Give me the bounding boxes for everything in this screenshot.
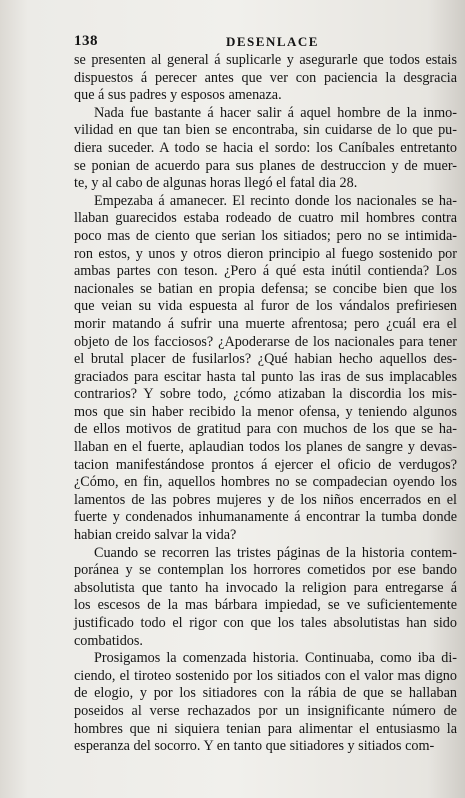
- text-line: hombres que ni siquiera tenian para alimentar el entusiasmo la: [74, 720, 457, 737]
- text-line: nacionales se batian en propia defensa; se concibe bien que los: [74, 280, 457, 297]
- text-line: ciendo, el tiroteo sostenido por los sitiados con el valor mas digno: [74, 667, 457, 684]
- text-line: diera suceder. A todo se hacia el sordo: los Caníbales entretanto: [74, 139, 457, 156]
- paragraph: [74, 52, 457, 105]
- text-line: Empezaba á amanecer. El recinto donde los nacionales se ha-: [94, 192, 457, 209]
- text-line: el brutal placer de fusilarlos? ¿Qué habian hecho aquellos des-: [74, 351, 457, 368]
- text-line: objeto de los facciosos? ¿Apoderarse de los nacionales para tener: [74, 333, 457, 350]
- page-number: 138: [74, 33, 98, 49]
- text-line: graciados para escitar hasta tal punto las iras de sus implacables: [74, 368, 457, 385]
- text-line: que veian su vida espuesta al furor de los vándalos prefiriesen: [74, 298, 457, 315]
- running-title: DESENLACE: [226, 34, 319, 49]
- text-line: Nada fue bastante á hacer salir á aquel hombre de la inmo-: [94, 104, 457, 121]
- text-line: que á sus padres y esposos amenaza.: [74, 87, 282, 104]
- text-line: Prosigamos la comenzada historia. Continuaba, como iba di-: [94, 650, 457, 667]
- text-line: Cuando se recorren las tristes páginas de la historia contem-: [94, 544, 457, 561]
- text-line: esperanza del socorro. Y en tanto que sitiadores y sitiados com-: [74, 738, 435, 755]
- paragraph: [74, 545, 457, 651]
- text-line: ambas partes con teson. ¿Pero á qué esta inútil contienda? Los: [74, 263, 457, 280]
- text-line: llaban en el fuerte, aplaudian todos los planes de sangre y devas-: [74, 439, 457, 456]
- page-header: [0, 33, 465, 53]
- text-line: de ellos motivos de gratitud para con muchos de los que se ha-: [74, 421, 457, 438]
- text-line: contrarios? Y sobre todo, ¿cómo atizaban la discordia los mis-: [74, 386, 457, 403]
- paragraph: [74, 650, 457, 756]
- text-line: fuerte y condenados inhumanamente á encontrar la tumba donde: [74, 509, 457, 526]
- text-line: se presenten al general á suplicarle y asegurarle que todos estais: [74, 52, 457, 68]
- paragraph: [74, 105, 457, 193]
- text-line: ron estos, y unos y otros dieron principio al fuego sostenido por: [74, 245, 457, 262]
- text-line: mos que sin haber recibido la menor ofensa, y teniendo algunos: [74, 403, 457, 420]
- text-line: tacion manifestándose prontos á ejercer el oficio de verdugos?: [74, 456, 457, 473]
- body-text: [74, 52, 457, 756]
- text-line: te, y al cabo de algunas horas llegó el fatal dia 28.: [74, 175, 358, 192]
- text-line: habian creido salvar la vida?: [74, 527, 237, 544]
- text-line: llaban guarecidos estaba rodeado de cuatro mil hombres contra: [74, 210, 457, 227]
- text-line: lamentos de las pobres mujeres y de los niños encerrados en el: [74, 491, 457, 508]
- text-line: dispuestos á perecer antes que ver con paciencia la desgracia: [74, 69, 457, 86]
- paragraph: [74, 193, 457, 545]
- text-line: absolutista que tanto ha invocado la religion para entregarse á: [74, 579, 457, 596]
- text-line: se ponian de acuerdo para sus planes de destruccion y de muer-: [74, 157, 457, 174]
- text-line: vilidad en que tan bien se encontraba, sin cuidarse de lo que pu-: [74, 122, 457, 139]
- text-line: poseidos al verse rechazados por un insignificante número de: [74, 702, 457, 719]
- text-line: justificado todo el rigor con que los tales absolutistas han sido: [74, 615, 457, 631]
- text-line: de elogio, y por los sitiadores con la rábia de que se hallaban: [74, 685, 457, 702]
- text-line: poránea y se contemplan los horrores cometidos por ese bando: [74, 562, 457, 579]
- text-line: los escesos de la mas bárbara impiedad, se ve suficientemente: [74, 597, 457, 614]
- text-line: morir matando á sufrir una muerte afrentosa; pero ¿cuál era el: [74, 315, 457, 332]
- text-line: combatidos.: [74, 632, 143, 649]
- text-line: ¿Cómo, en fin, aquellos hombres no se compadecian oyendo los: [74, 474, 457, 491]
- text-line: poco mas de ciento que serian los sitiados; pero no se intimida-: [74, 227, 457, 244]
